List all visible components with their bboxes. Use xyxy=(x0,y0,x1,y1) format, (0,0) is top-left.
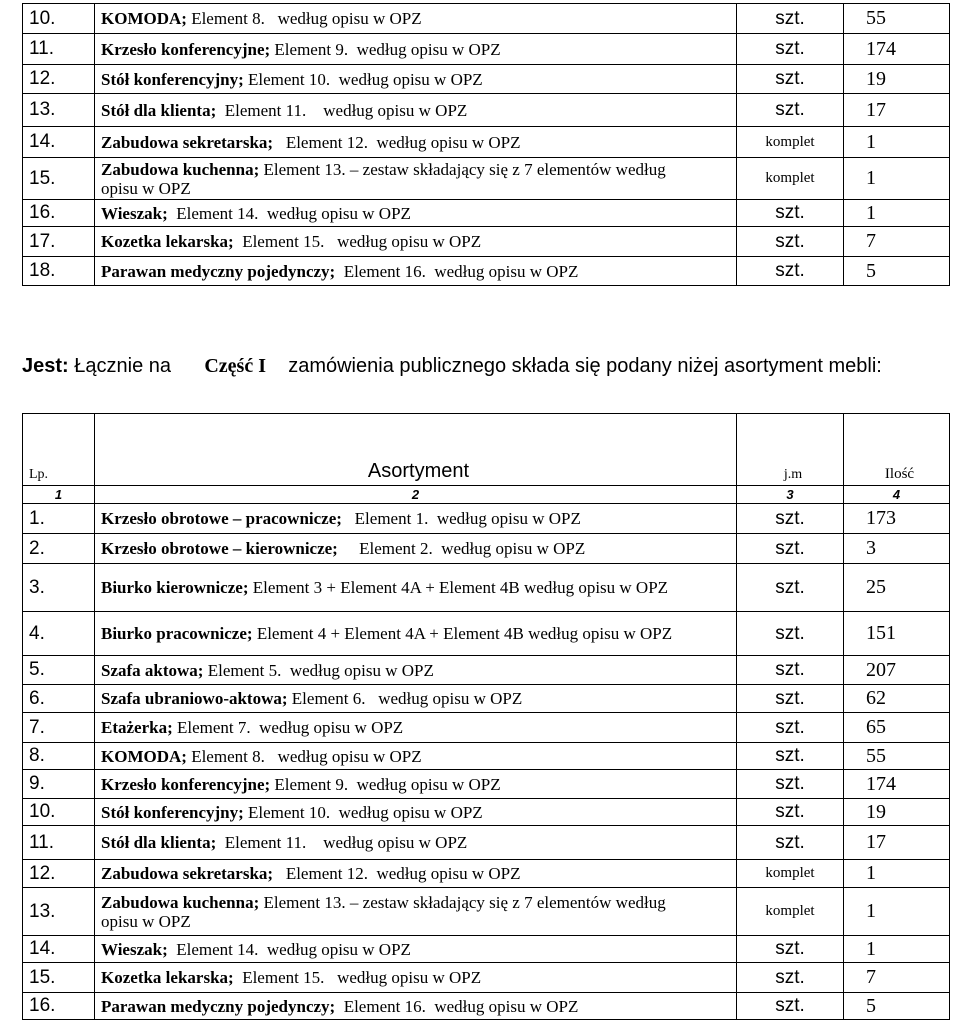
item-quantity: 5 xyxy=(844,993,950,1020)
item-details: Element 9. według opisu w OPZ xyxy=(270,774,501,794)
item-name: Stół dla klienta; xyxy=(101,833,217,852)
table-row xyxy=(23,936,950,963)
item-description xyxy=(95,200,737,227)
table-row xyxy=(23,888,950,936)
item-unit: szt. xyxy=(737,504,844,534)
table-row xyxy=(23,127,950,158)
section-heading xyxy=(22,355,882,378)
item-description xyxy=(95,860,737,888)
row-number: 16. xyxy=(23,200,95,227)
row-number: 16. xyxy=(23,993,95,1020)
table-row xyxy=(23,564,950,612)
item-description xyxy=(95,888,737,936)
item-unit: komplet xyxy=(737,158,844,200)
item-details: Element 11. według opisu w OPZ xyxy=(216,100,468,120)
item-unit: szt. xyxy=(737,963,844,993)
row-number: 11. xyxy=(23,34,95,65)
item-quantity: 1 xyxy=(844,936,950,963)
table-row xyxy=(23,826,950,860)
item-description xyxy=(95,127,737,158)
table-row xyxy=(23,34,950,65)
item-description xyxy=(95,826,737,860)
table-row xyxy=(23,685,950,713)
item-description xyxy=(95,612,737,656)
table-row xyxy=(23,963,950,993)
column-number-1: 1 xyxy=(23,486,95,504)
item-details: Element 13. – zestaw składający się z 7 elementów według opisu w OPZ xyxy=(101,892,666,931)
item-quantity: 55 xyxy=(844,743,950,770)
item-name: Krzesło konferencyjne; xyxy=(101,774,271,794)
row-number: 2. xyxy=(23,534,95,564)
item-unit: szt. xyxy=(737,200,844,227)
row-number: 14. xyxy=(23,127,95,158)
column-number-row xyxy=(23,486,950,504)
row-number: 18. xyxy=(23,257,95,286)
item-details: Element 15. według opisu w OPZ xyxy=(233,232,482,251)
item-name: Krzesło obrotowe – kierownicze; xyxy=(101,539,338,558)
item-unit: szt. xyxy=(737,826,844,860)
column-number-4: 4 xyxy=(844,486,950,504)
item-quantity: 19 xyxy=(844,65,950,94)
item-name: Kozetka lekarska; xyxy=(101,232,234,251)
item-quantity: 17 xyxy=(844,826,950,860)
item-details: Element 6. według opisu w OPZ xyxy=(287,689,523,708)
table-row xyxy=(23,504,950,534)
item-description xyxy=(95,158,737,200)
header-asortyment: Asortyment xyxy=(95,414,737,486)
item-description xyxy=(95,65,737,94)
item-unit: szt. xyxy=(737,227,844,257)
item-unit: szt. xyxy=(737,713,844,743)
item-quantity: 173 xyxy=(844,504,950,534)
item-description xyxy=(95,534,737,564)
top-items-table xyxy=(22,3,950,286)
item-name: Krzesło obrotowe – pracownicze; xyxy=(101,509,342,528)
item-quantity: 3 xyxy=(844,534,950,564)
header-row xyxy=(23,414,950,486)
item-details: Element 12. według opisu w OPZ xyxy=(273,132,521,152)
table-row xyxy=(23,743,950,770)
table-row xyxy=(23,94,950,127)
item-unit: szt. xyxy=(737,257,844,286)
bottom-items-table xyxy=(22,413,950,1020)
item-details: Element 4 + Element 4A + Element 4B według opisu w OPZ xyxy=(252,624,673,643)
row-number: 5. xyxy=(23,656,95,685)
item-quantity: 1 xyxy=(844,888,950,936)
item-unit: szt. xyxy=(737,34,844,65)
header-lp: Lp. xyxy=(23,414,95,486)
item-details: Element 10. według opisu w OPZ xyxy=(243,802,483,822)
item-description xyxy=(95,685,737,713)
item-quantity: 62 xyxy=(844,685,950,713)
row-number: 13. xyxy=(23,888,95,936)
row-number: 7. xyxy=(23,713,95,743)
item-name: Etażerka; xyxy=(101,718,173,737)
item-unit: szt. xyxy=(737,564,844,612)
item-unit: szt. xyxy=(737,656,844,685)
item-unit: komplet xyxy=(737,860,844,888)
item-description xyxy=(95,257,737,286)
item-quantity: 174 xyxy=(844,770,950,799)
column-number-2: 2 xyxy=(95,486,737,504)
item-quantity: 7 xyxy=(844,227,950,257)
item-description xyxy=(95,34,737,65)
item-details: Element 13. – zestaw składający się z 7 elementów według opisu w OPZ xyxy=(101,159,666,198)
table-row xyxy=(23,4,950,34)
item-details: Element 2. według opisu w OPZ xyxy=(337,539,586,558)
item-unit: szt. xyxy=(737,65,844,94)
item-description xyxy=(95,963,737,993)
table-row xyxy=(23,713,950,743)
item-description xyxy=(95,713,737,743)
item-quantity: 1 xyxy=(844,158,950,200)
item-quantity: 55 xyxy=(844,4,950,34)
table-row xyxy=(23,993,950,1020)
item-quantity: 25 xyxy=(844,564,950,612)
item-name: Zabudowa sekretarska; xyxy=(101,864,274,883)
item-name: Parawan medyczny pojedynczy; xyxy=(101,996,336,1016)
item-details: Element 9. według opisu w OPZ xyxy=(270,39,501,59)
item-details: Element 8. według opisu w OPZ xyxy=(186,9,422,28)
table-row xyxy=(23,158,950,200)
row-number: 12. xyxy=(23,860,95,888)
heading-prefix: Jest: xyxy=(22,355,69,377)
item-quantity: 1 xyxy=(844,127,950,158)
item-quantity: 7 xyxy=(844,963,950,993)
item-unit: szt. xyxy=(737,799,844,826)
item-unit: szt. xyxy=(737,534,844,564)
row-number: 14. xyxy=(23,936,95,963)
item-details: Element 3 + Element 4A + Element 4B według opisu w OPZ xyxy=(248,578,669,597)
item-details: Element 15. według opisu w OPZ xyxy=(233,968,482,987)
item-name: Wieszak; xyxy=(101,939,168,959)
item-quantity: 1 xyxy=(844,200,950,227)
row-number: 13. xyxy=(23,94,95,127)
table-row xyxy=(23,770,950,799)
row-number: 4. xyxy=(23,612,95,656)
item-quantity: 207 xyxy=(844,656,950,685)
table-row xyxy=(23,656,950,685)
item-unit: komplet xyxy=(737,888,844,936)
row-number: 12. xyxy=(23,65,95,94)
row-number: 17. xyxy=(23,227,95,257)
item-name: Szafa aktowa; xyxy=(101,660,204,680)
item-name: Stół konferencyjny; xyxy=(101,802,244,822)
item-details: Element 12. według opisu w OPZ xyxy=(273,864,521,883)
item-unit: szt. xyxy=(737,936,844,963)
item-description xyxy=(95,564,737,612)
item-description xyxy=(95,743,737,770)
item-description xyxy=(95,4,737,34)
table-row xyxy=(23,257,950,286)
item-unit: szt. xyxy=(737,743,844,770)
item-quantity: 5 xyxy=(844,257,950,286)
item-unit: szt. xyxy=(737,94,844,127)
row-number: 11. xyxy=(23,826,95,860)
table-row xyxy=(23,612,950,656)
item-quantity: 151 xyxy=(844,612,950,656)
table-row xyxy=(23,860,950,888)
item-unit: szt. xyxy=(737,4,844,34)
item-description xyxy=(95,94,737,127)
item-details: Element 16. według opisu w OPZ xyxy=(335,261,579,281)
item-unit: szt. xyxy=(737,612,844,656)
row-number: 10. xyxy=(23,4,95,34)
item-description xyxy=(95,993,737,1020)
item-description xyxy=(95,504,737,534)
heading-text-1: Łącznie na xyxy=(68,355,205,377)
item-name: Zabudowa sekretarska; xyxy=(101,132,274,152)
item-name: Krzesło konferencyjne; xyxy=(101,39,271,59)
item-details: Element 11. według opisu w OPZ xyxy=(216,833,468,852)
item-name: Biurko kierownicze; xyxy=(101,578,249,597)
item-details: Element 14. według opisu w OPZ xyxy=(167,203,411,223)
column-number-3: 3 xyxy=(737,486,844,504)
item-name: Zabudowa kuchenna; xyxy=(101,892,260,912)
header-ilosc: Ilość xyxy=(844,414,950,486)
item-description xyxy=(95,656,737,685)
item-quantity: 1 xyxy=(844,860,950,888)
header-jm: j.m xyxy=(737,414,844,486)
item-name: Stół konferencyjny; xyxy=(101,69,244,89)
item-unit: komplet xyxy=(737,127,844,158)
item-description xyxy=(95,770,737,799)
table-row xyxy=(23,534,950,564)
table-row xyxy=(23,799,950,826)
row-number: 15. xyxy=(23,158,95,200)
row-number: 1. xyxy=(23,504,95,534)
item-details: Element 10. według opisu w OPZ xyxy=(243,69,483,89)
item-name: KOMODA; xyxy=(101,746,187,766)
item-quantity: 174 xyxy=(844,34,950,65)
item-description xyxy=(95,936,737,963)
item-description xyxy=(95,227,737,257)
item-details: Element 5. według opisu w OPZ xyxy=(203,660,434,680)
item-details: Element 8. według opisu w OPZ xyxy=(186,746,422,766)
item-description xyxy=(95,799,737,826)
row-number: 15. xyxy=(23,963,95,993)
item-details: Element 7. według opisu w OPZ xyxy=(172,718,404,737)
row-number: 6. xyxy=(23,685,95,713)
heading-part: Część I xyxy=(204,355,266,377)
item-quantity: 65 xyxy=(844,713,950,743)
row-number: 9. xyxy=(23,770,95,799)
item-name: KOMODA; xyxy=(101,9,187,28)
table-row xyxy=(23,200,950,227)
item-name: Kozetka lekarska; xyxy=(101,968,234,987)
item-unit: szt. xyxy=(737,770,844,799)
table-row xyxy=(23,227,950,257)
item-quantity: 19 xyxy=(844,799,950,826)
item-name: Wieszak; xyxy=(101,203,168,223)
row-number: 10. xyxy=(23,799,95,826)
row-number: 3. xyxy=(23,564,95,612)
item-quantity: 17 xyxy=(844,94,950,127)
item-unit: szt. xyxy=(737,685,844,713)
item-details: Element 14. według opisu w OPZ xyxy=(167,939,411,959)
item-name: Biurko pracownicze; xyxy=(101,624,253,643)
item-unit: szt. xyxy=(737,993,844,1020)
item-name: Parawan medyczny pojedynczy; xyxy=(101,261,336,281)
item-name: Zabudowa kuchenna; xyxy=(101,159,260,179)
item-name: Stół dla klienta; xyxy=(101,100,217,120)
item-details: Element 1. według opisu w OPZ xyxy=(341,509,581,528)
item-details: Element 16. według opisu w OPZ xyxy=(335,996,579,1016)
heading-text-2: zamówienia publicznego składa się podany niżej asortyment mebli: xyxy=(265,355,882,377)
row-number: 8. xyxy=(23,743,95,770)
table-row xyxy=(23,65,950,94)
item-name: Szafa ubraniowo-aktowa; xyxy=(101,689,288,708)
